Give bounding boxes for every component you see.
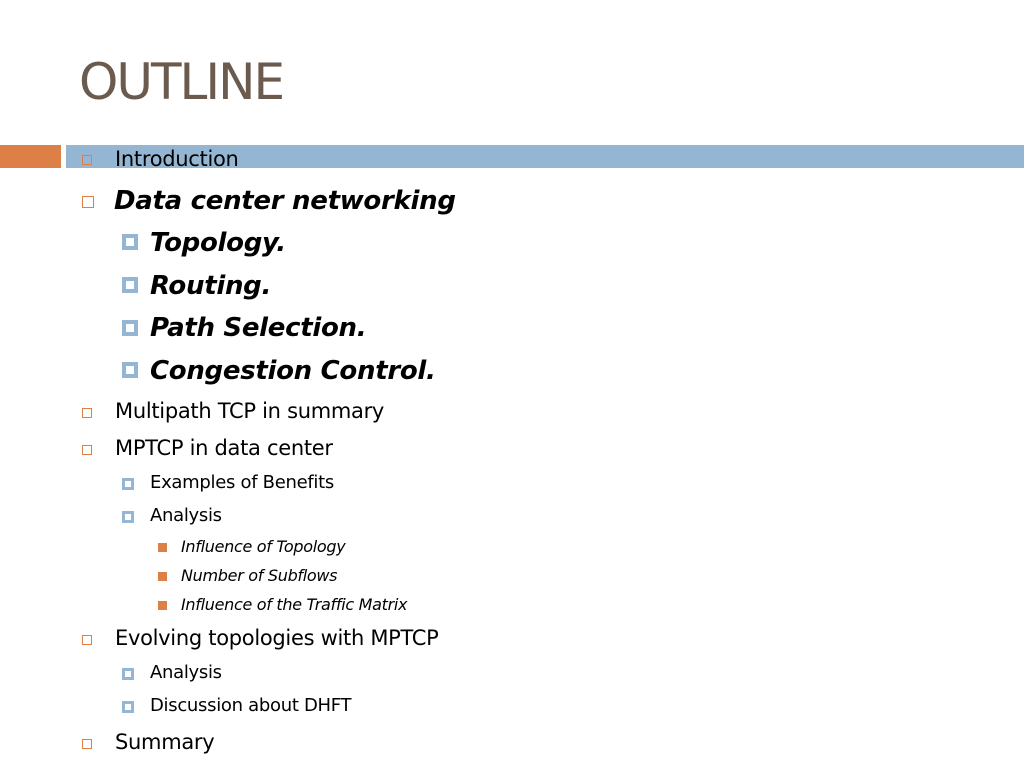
outline-subsubitem-number-of-subflows: Number of Subflows bbox=[181, 566, 338, 585]
outline-subitem-path-selection: Path Selection. bbox=[150, 313, 367, 343]
bullet-orange-square bbox=[158, 572, 167, 581]
slide-title: OUTLINE bbox=[79, 53, 284, 111]
outline-subitem-congestion-control: Congestion Control. bbox=[150, 356, 436, 386]
bullet-hollow-square bbox=[82, 739, 92, 749]
bullet-blue-square bbox=[122, 478, 134, 490]
bullet-hollow-square bbox=[82, 445, 92, 455]
outline-item-introduction: Introduction bbox=[115, 147, 239, 171]
outline-subitem-routing: Routing. bbox=[150, 271, 272, 301]
outline-item-mptcp-data-center: MPTCP in data center bbox=[115, 436, 333, 460]
bullet-hollow-square bbox=[82, 155, 92, 165]
bullet-hollow-square bbox=[82, 196, 94, 208]
bullet-blue-square bbox=[122, 234, 138, 250]
outline-subitem-topology: Topology. bbox=[150, 228, 286, 258]
outline-subitem-evolving-analysis: Analysis bbox=[150, 662, 222, 683]
bullet-blue-square bbox=[122, 320, 138, 336]
outline-item-multipath-tcp: Multipath TCP in summary bbox=[115, 399, 385, 423]
bullet-blue-square bbox=[122, 511, 134, 523]
bullet-blue-square bbox=[122, 362, 138, 378]
bullet-blue-square bbox=[122, 277, 138, 293]
outline-item-summary: Summary bbox=[115, 730, 215, 754]
outline-item-data-center-networking: Data center networking bbox=[114, 186, 456, 216]
accent-bar-orange bbox=[0, 145, 61, 168]
bullet-blue-square bbox=[122, 701, 134, 713]
outline-subitem-examples-of-benefits: Examples of Benefits bbox=[150, 472, 334, 493]
outline-subitem-discussion-dhft: Discussion about DHFT bbox=[150, 695, 352, 716]
outline-subsubitem-influence-of-traffic-matrix: Influence of the Traffic Matrix bbox=[181, 595, 408, 614]
bullet-hollow-square bbox=[82, 408, 92, 418]
bullet-hollow-square bbox=[82, 635, 92, 645]
outline-subitem-analysis: Analysis bbox=[150, 505, 222, 526]
bullet-orange-square bbox=[158, 601, 167, 610]
outline-subsubitem-influence-of-topology: Influence of Topology bbox=[181, 537, 346, 556]
bullet-blue-square bbox=[122, 668, 134, 680]
bullet-orange-square bbox=[158, 543, 167, 552]
outline-item-evolving-topologies: Evolving topologies with MPTCP bbox=[115, 626, 439, 650]
